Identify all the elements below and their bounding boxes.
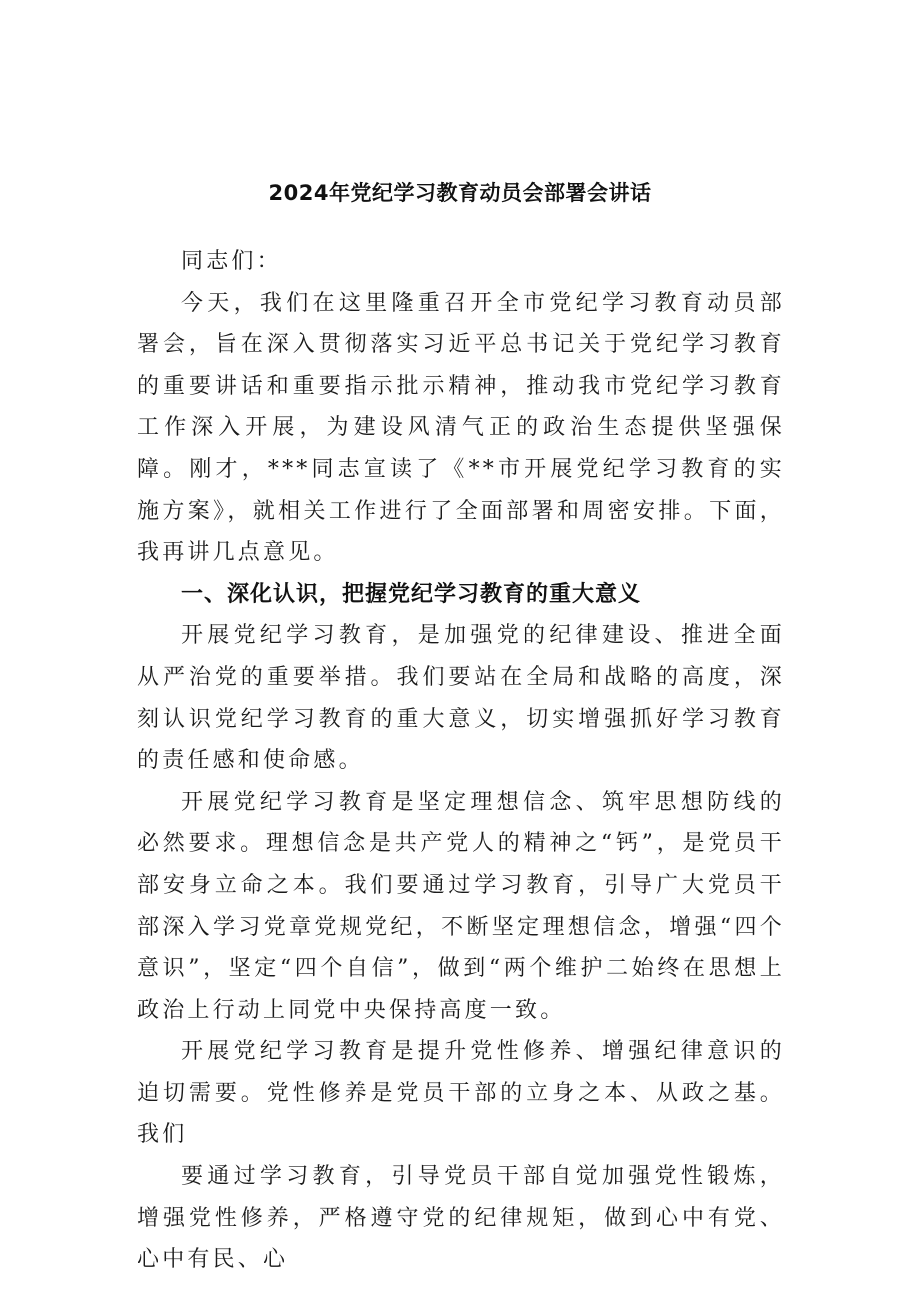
section-heading-1: 一、深化认识，把握党纪学习教育的重大意义	[181, 581, 642, 607]
salutation: 同志们：	[181, 249, 282, 274]
document-title: 2024年党纪学习教育动员会部署会讲话	[268, 181, 652, 205]
document-body	[137, 241, 785, 1281]
section1-paragraph-4: 要通过学习教育，引导党员干部自觉加强党性锻炼，增强党性修养，严格遵守党的纪律规矩，做到心中有党、心中有民、心	[137, 1164, 785, 1273]
section1-paragraph-1: 开展党纪学习教育，是加强党的纪律建设、推进全面从严治党的重要举措。我们要站在全局和战略的高度，深刻认识党纪学习教育的重大意义，切实增强抓好学习教育的责任感和使命感。	[137, 623, 785, 774]
section1-paragraph-2: 开展党纪学习教育是坚定理想信念、筑牢思想防线的必然要求。理想信念是共产党人的精神之“钙”，是党员干部安身立命之本。我们要通过学习教育，引导广大党员干部深入学习党章党规党纪，不断坚定理想信念，增强“四个意识”，坚定“四个自信”，做到“两个维护二始终在思想上政治上行动上同党中央保持高度一致。	[137, 789, 785, 1023]
intro-paragraph: 今天，我们在这里隆重召开全市党纪学习教育动员部署会，旨在深入贯彻落实习近平总书记关于党纪学习教育的重要讲话和重要指示批示精神，推动我市党纪学习教育工作深入开展，为建设风清气正的政治生态提供坚强保障。刚才，***同志宣读了《**市开展党纪学习教育的实施方案》，就相关工作进行了全面部署和周密安排。下面，我再讲几点意见。	[137, 290, 785, 566]
section1-paragraph-3: 开展党纪学习教育是提升党性修养、增强纪律意识的迫切需要。党性修养是党员干部的立身之本、从政之基。我们	[137, 1039, 785, 1148]
